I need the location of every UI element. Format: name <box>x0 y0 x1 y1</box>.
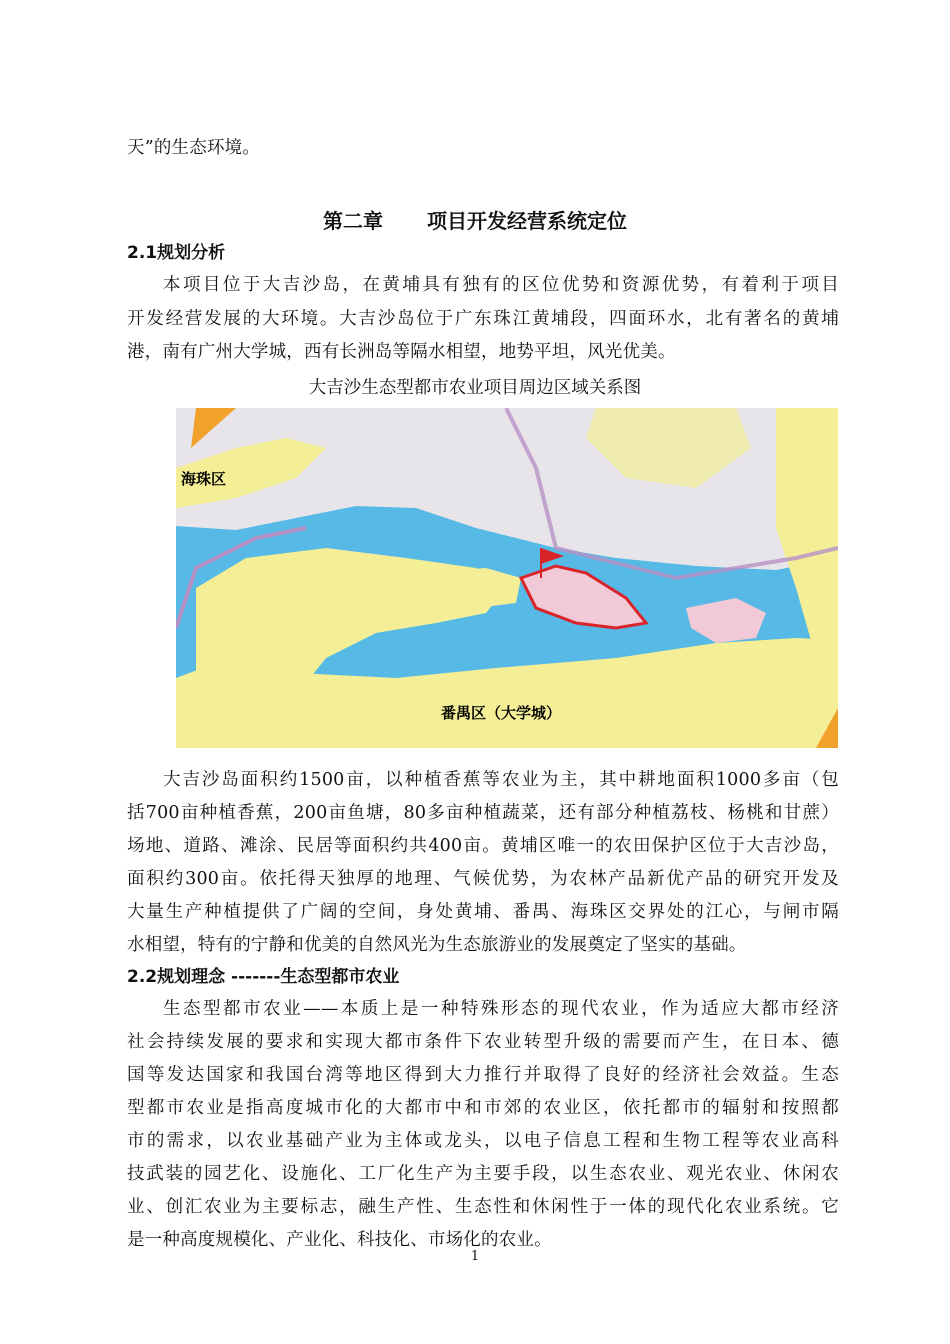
map-graphic <box>176 408 838 748</box>
paragraph-line: 国等发达国家和我国台湾等地区得到大力推行并取得了良好的经济社会效益。生态 <box>127 1065 839 1085</box>
chapter-name: 项目开发经营系统定位 <box>427 209 627 233</box>
section-heading-2-2: 2.2规划理念 -------生态型都市农业 <box>127 967 400 987</box>
paragraph-line: 括700亩种植香蕉，200亩鱼塘，80多亩种植蔬菜，还有部分种植荔枝、杨桃和甘蔗） <box>127 803 839 823</box>
figure-caption: 大吉沙生态型都市农业项目周边区域关系图 <box>308 378 642 398</box>
map-label-panyu: 番禺区（大学城） <box>441 704 562 722</box>
chapter-number: 第二章 <box>323 209 383 233</box>
paragraph-line: 技武装的园艺化、设施化、工厂化生产为主要手段，以生态农业、观光农业、休闲农 <box>127 1164 839 1184</box>
section-heading-2-1: 2.1规划分析 <box>127 243 226 263</box>
paragraph-line: 港，南有广州大学城，西有长洲岛等隔水相望，地势平坦，风光优美。 <box>127 342 676 362</box>
intro-tail-line: 天”的生态环境。 <box>127 138 261 158</box>
paragraph-line: 型都市农业是指高度城市化的大都市中和市郊的农业区，依托都市的辐射和按照都 <box>127 1098 839 1118</box>
paragraph-line: 开发经营发展的大环境。大吉沙岛位于广东珠江黄埔段，四面环水，北有著名的黄埔 <box>127 309 839 329</box>
paragraph-line: 本项目位于大吉沙岛，在黄埔具有独有的区位优势和资源优势，有着利于项目 <box>163 275 839 295</box>
paragraph-line: 业、创汇农业为主要标志，融生产性、生态性和休闲性于一体的现代化农业系统。它 <box>127 1197 839 1217</box>
page-number: 1 <box>470 1249 480 1264</box>
paragraph-line: 社会持续发展的要求和实现大都市条件下农业转型升级的需要而产生，在日本、德 <box>127 1032 839 1052</box>
chapter-title <box>0 205 950 234</box>
paragraph-line: 大量生产种植提供了广阔的空间，身处黄埔、番禺、海珠区交界处的江心，与闸市隔 <box>127 902 839 922</box>
paragraph-line: 是一种高度规模化、产业化、科技化、市场化的农业。 <box>127 1230 552 1250</box>
map-label-haizhu: 海珠区 <box>181 470 227 488</box>
paragraph-line: 面积约300亩。依托得天独厚的地理、气候优势，为农林产品新优产品的研究开发及 <box>127 869 839 889</box>
area-map <box>176 408 838 748</box>
paragraph-line: 场地、道路、滩涂、民居等面积约共400亩。黄埔区唯一的农田保护区位于大吉沙岛， <box>127 836 839 856</box>
paragraph-line: 生态型都市农业——本质上是一种特殊形态的现代农业，作为适应大都市经济 <box>163 999 839 1019</box>
paragraph-line: 水相望，特有的宁静和优美的自然风光为生态旅游业的发展奠定了坚实的基础。 <box>127 935 747 955</box>
paragraph-line: 市的需求，以农业基础产业为主体或龙头，以电子信息工程和生物工程等农业高科 <box>127 1131 839 1151</box>
paragraph-line: 大吉沙岛面积约1500亩，以种植香蕉等农业为主，其中耕地面积1000多亩（包 <box>163 770 839 790</box>
